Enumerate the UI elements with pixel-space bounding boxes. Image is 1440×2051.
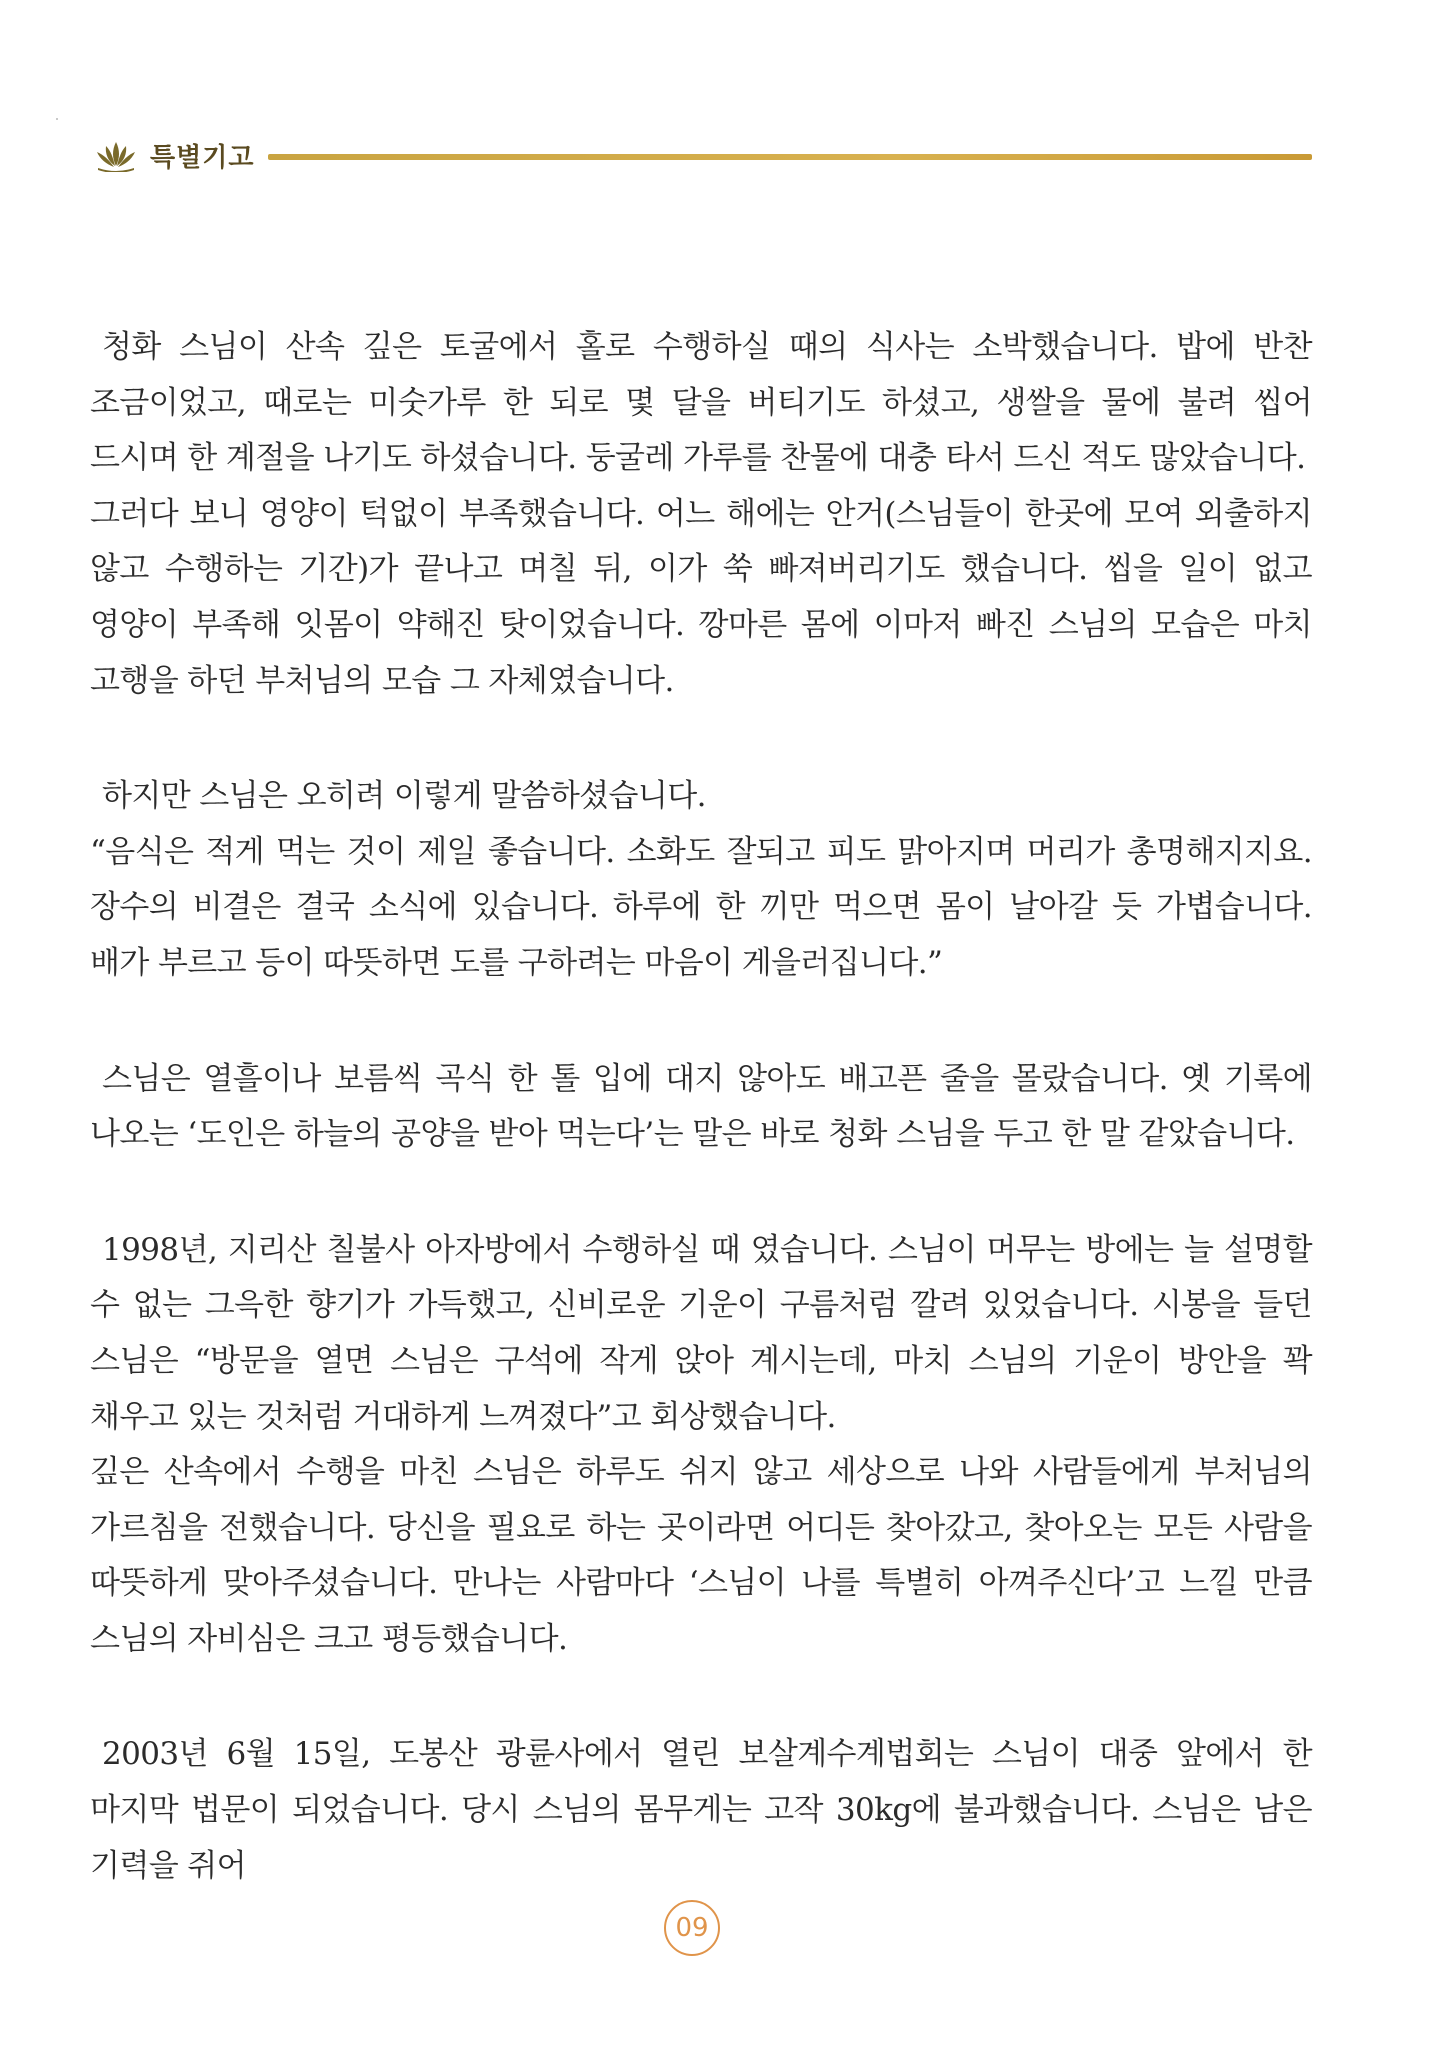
paragraph: 하지만 스님은 오히려 이렇게 말씀하셨습니다. xyxy=(102,778,706,815)
paragraph-block xyxy=(90,769,1312,991)
section-header xyxy=(92,132,1312,178)
paragraph: 2003년 6월 15일, 도봉산 광륜사에서 열린 보살계수계법회는 스님이 대중 앞에서 한 마지막 법문이 되었습니다. 당시 스님의 몸무게는 고작 30kg에 불과했습니다. 스님은 남은 기력을 쥐어 xyxy=(90,1736,1312,1884)
paragraph: 1998년, 지리산 칠불사 아자방에서 수행하실 때 였습니다. 스님이 머무는 방에는 늘 설명할 수 없는 그윽한 향기가 가득했고, 신비로운 기운이 구름처럼 깔려 있었습니다. 시봉을 들던 스님은 “방문을 열면 스님은 구석에 작게 앉아 계시는데, 마치 스님의 기운이 방안을 꽉 채우고 있는 것처럼 거대하게 느껴졌다”고 회상했습니다. xyxy=(90,1231,1312,1435)
article-body xyxy=(90,320,1312,1954)
paragraph: 청화 스님이 산속 깊은 토굴에서 홀로 수행하실 때의 식사는 소박했습니다. 밥에 반찬 조금이었고, 때로는 미숫가루 한 되로 몇 달을 버티기도 하셨고, 생쌀을 물에 불려 씹어 드시며 한 계절을 나기도 하셨습니다. 둥굴레 가루를 찬물에 대충 타서 드신 적도 많았습니다. xyxy=(90,329,1312,477)
page-number: 09 xyxy=(664,1900,720,1956)
paragraph-block xyxy=(90,320,1312,709)
section-label: 특별기고 xyxy=(150,142,255,173)
paragraph: 그러다 보니 영양이 턱없이 부족했습니다. 어느 해에는 안거(스님들이 한곳에 모여 외출하지 않고 수행하는 기간)가 끝나고 며칠 뒤, 이가 쑥 빠져버리기도 했습니다. 씹을 일이 없고 영양이 부족해 잇몸이 약해진 탓이었습니다. 깡마른 몸에 이마저 빠진 스님의 모습은 마치 고행을 하던 부처님의 모습 그 자체였습니다. xyxy=(90,495,1312,699)
paragraph-block xyxy=(90,1052,1312,1163)
margin-mark xyxy=(56,118,58,120)
paragraph: 깊은 산속에서 수행을 마친 스님은 하루도 쉬지 않고 세상으로 나와 사람들에게 부처님의 가르침을 전했습니다. 당신을 필요로 하는 곳이라면 어디든 찾아갔고, 찾아오는 모든 사람을 따뜻하게 맞아주셨습니다. 만나는 사람마다 ‘스님이 나를 특별히 아껴주신다’고 느낄 만큼 스님의 자비심은 크고 평등했습니다. xyxy=(90,1454,1312,1657)
paragraph: 스님은 열흘이나 보름씩 곡식 한 톨 입에 대지 않아도 배고픈 줄을 몰랐습니다. 옛 기록에 나오는 ‘도인은 하늘의 공양을 받아 먹는다’는 말은 바로 청화 스님을 두고 한 말 같았습니다. xyxy=(90,1060,1312,1153)
paragraph-block xyxy=(90,1223,1312,1668)
header-divider xyxy=(268,154,1312,160)
lotus-icon xyxy=(92,138,140,172)
quote-paragraph: “음식은 적게 먹는 것이 제일 좋습니다. 소화도 잘되고 피도 맑아지며 머리가 총명해지지요. 장수의 비결은 결국 소식에 있습니다. 하루에 한 끼만 먹으면 몸이 날아갈 듯 가볍습니다. 배가 부르고 등이 따뜻하면 도를 구하려는 마음이 게을러집니다.” xyxy=(90,833,1312,981)
paragraph-block xyxy=(90,1727,1312,1894)
